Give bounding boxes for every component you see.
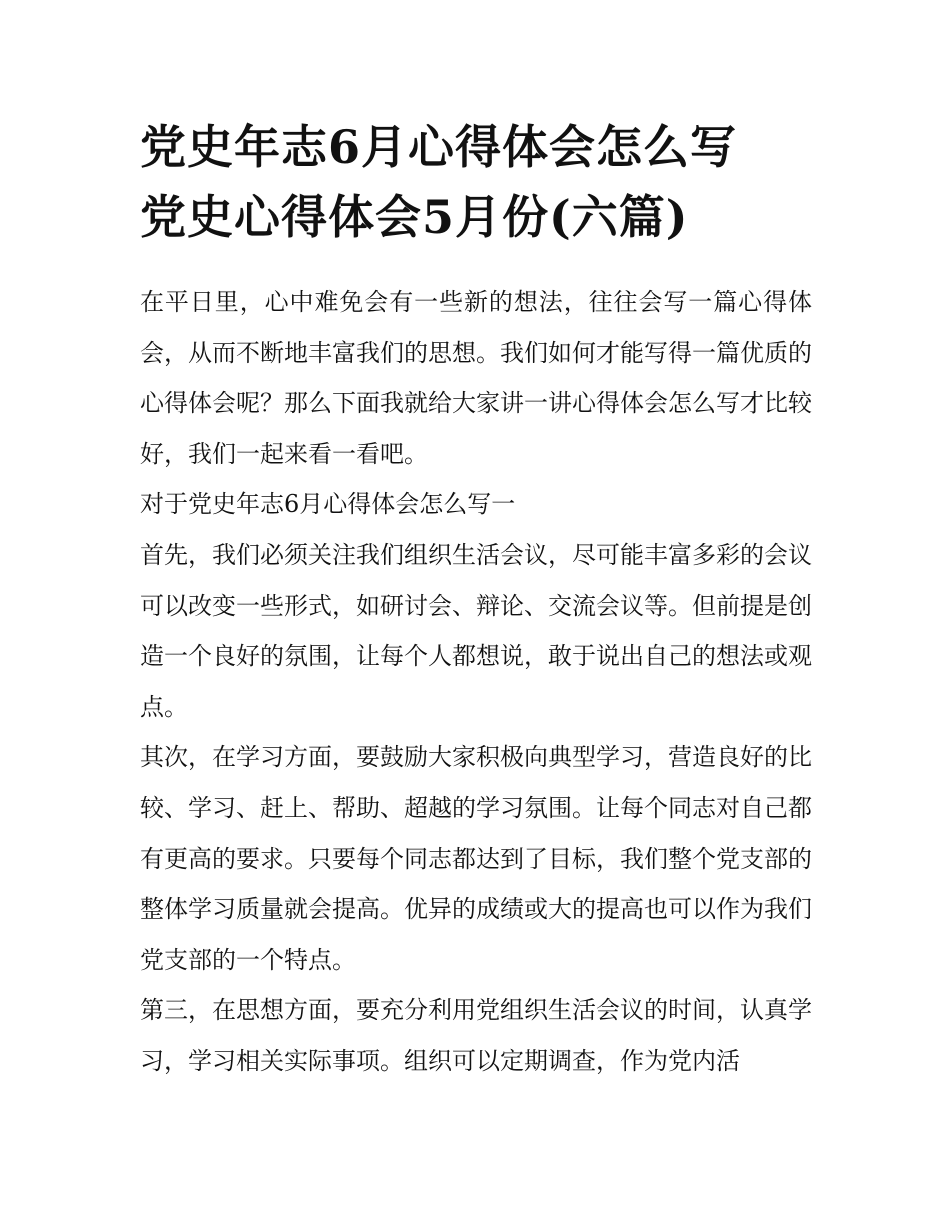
intro-paragraph: 在平日里，心中难免会有一些新的想法，往往会写一篇心得体会，从而不断地丰富我们的思想。我们如何才能写得一篇优质的心得体会呢？那么下面我就给大家讲一讲心得体会怎么写才比较好，我们一起来看一看吧。 [140, 288, 812, 468]
document-title [140, 112, 840, 252]
paragraph-third-point: 第三，在思想方面，要充分利用党组织生活会议的时间，认真学习，学习相关实际事项。组织可以定期调查，作为党内活 [140, 996, 812, 1075]
paragraph-first-point: 首先，我们必须关注我们组织生活会议，尽可能丰富多彩的会议可以改变一些形式，如研讨会、辩论、交流会议等。但前提是创造一个良好的氛围，让每个人都想说，敢于说出自己的想法或观点。 [140, 540, 812, 721]
title-line-2: 党史心得体会5月份(六篇) [140, 190, 689, 244]
section-heading: 对于党史年志6月心得体会怎么写一 [140, 490, 516, 519]
title-line-1: 党史年志6月心得体会怎么写 [140, 120, 738, 174]
document-body [140, 277, 812, 1087]
paragraph-second-point: 其次，在学习方面，要鼓励大家积极向典型学习，营造良好的比较、学习、赶上、帮助、超越的学习氛围。让每个同志对自己都有更高的要求。只要每个同志都达到了目标，我们整个党支部的整体学习质量就会提高。优异的成绩或大的提高也可以作为我们党支部的一个特点。 [140, 743, 812, 974]
